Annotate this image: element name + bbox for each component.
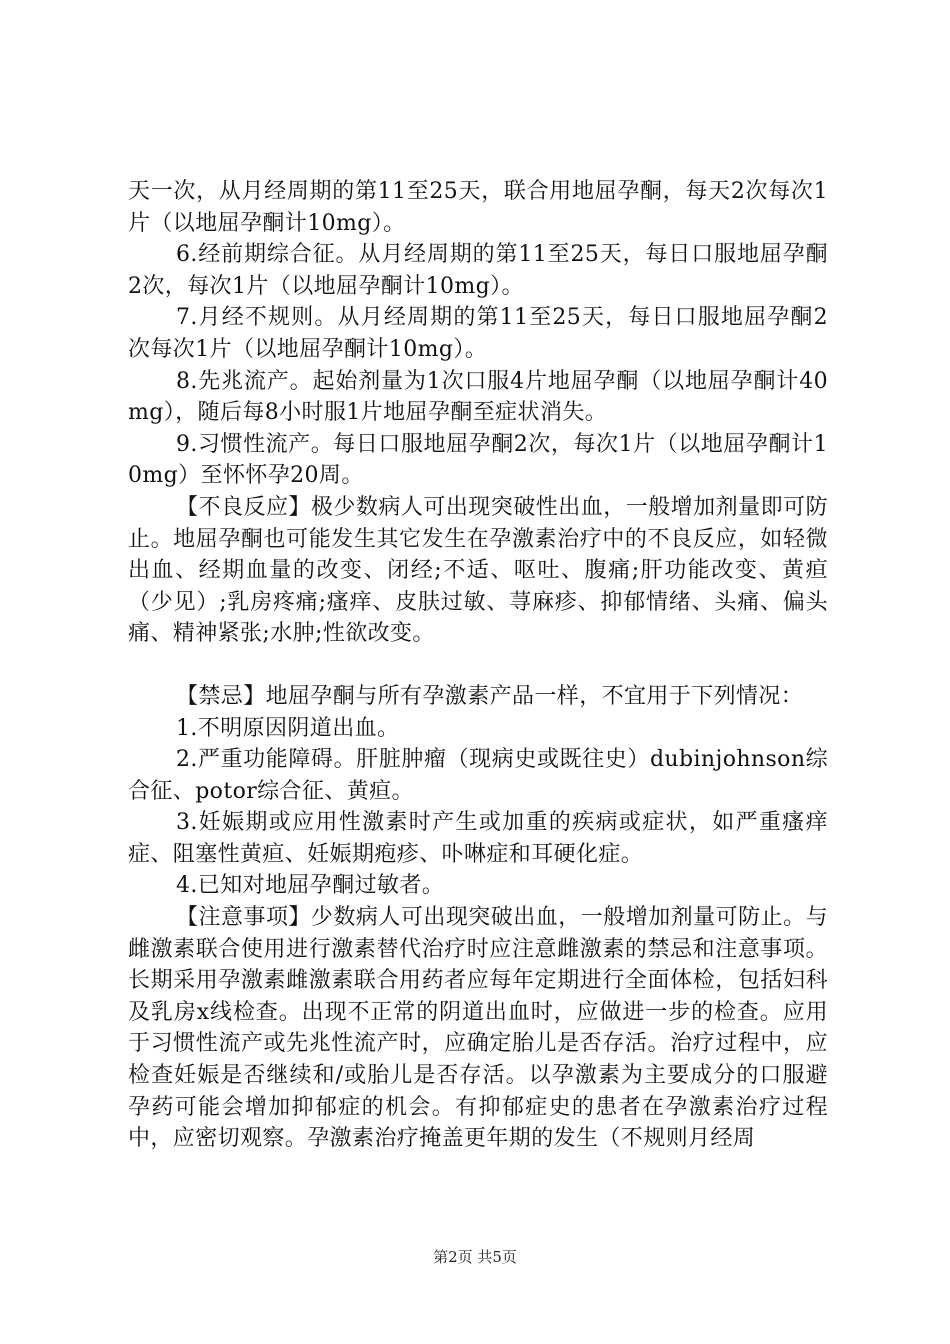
paragraph-contra-2: 2.严重功能障碍。肝脏肿瘤（现病史或既往史）dubinjohnson综合征、potor综合征、黄疸。 (128, 747, 828, 804)
paragraph-3: 7.月经不规则。从月经周期的第11至25天，每日口服地屈孕酮2次每次1片（以地屈孕酮计10mg）。 (128, 305, 828, 362)
paragraph-contra-3: 3.妊娠期或应用性激素时产生或加重的疾病或症状，如严重瘙痒症、阻塞性黄疸、妊娠期疱疹、卟啉症和耳硬化症。 (128, 810, 828, 867)
paragraph-1: 天一次，从月经周期的第11至25天，联合用地屈孕酮，每天2次每次1片（以地屈孕酮计10mg）。 (128, 179, 828, 236)
paragraph-5: 9.习惯性流产。每日口服地屈孕酮2次，每次1片（以地屈孕酮计10mg）至怀怀孕20周。 (128, 431, 828, 489)
paragraph-2: 6.经前期综合征。从月经周期的第11至25天，每日口服地屈孕酮2次，每次1片（以地屈孕酮计10mg）。 (128, 242, 828, 299)
paragraph-4: 8.先兆流产。起始剂量为1次口服4片地屈孕酮（以地屈孕酮计40mg），随后每8小时服1片地屈孕酮至症状消失。 (128, 368, 828, 426)
paragraph-contraindications: 【禁忌】地屈孕酮与所有孕激素产品一样，不宜用于下列情况： (176, 683, 804, 709)
paragraph-adverse-reactions: 【不良反应】极少数病人可出现突破性出血，一般增加剂量即可防止。地屈孕酮也可能发生其它发生在孕激素治疗中的不良反应，如轻微出血、经期血量的改变、闭经;不适、呕吐、腹痛;肝功能改变、黄疸（少见）;乳房疼痛;瘙痒、皮肤过敏、荨麻疹、抑郁情绪、头痛、偏头痛、精神紧张;水肿;性欲改变。 (128, 494, 828, 647)
document-body (128, 176, 828, 1155)
paragraph-precautions: 【注意事项】少数病人可出现突破出血，一般增加剂量可防止。与雌激素联合使用进行激素替代治疗时应注意雌激素的禁忌和注意事项。长期采用孕激素雌激素联合用药者应每年定期进行全面体检，包括妇科及乳房x线检查。出现不正常的阴道出血时，应做进一步的检查。应用于习惯性流产或先兆性流产时，应确定胎儿是否存活。治疗过程中，应检查妊娠是否继续和/或胎儿是否存活。以孕激素为主要成分的口服避孕药可能会增加抑郁症的机会。有抑郁症史的患者在孕激素治疗过程中，应密切观察。孕激素治疗掩盖更年期的发生（不规则月经周 (128, 905, 828, 1152)
page-number-footer: 第2页 共5页 (433, 1248, 517, 1266)
paragraph-contra-4: 4.已知对地屈孕酮过敏者。 (176, 873, 445, 899)
paragraph-contra-1: 1.不明原因阴道出血。 (176, 715, 400, 741)
